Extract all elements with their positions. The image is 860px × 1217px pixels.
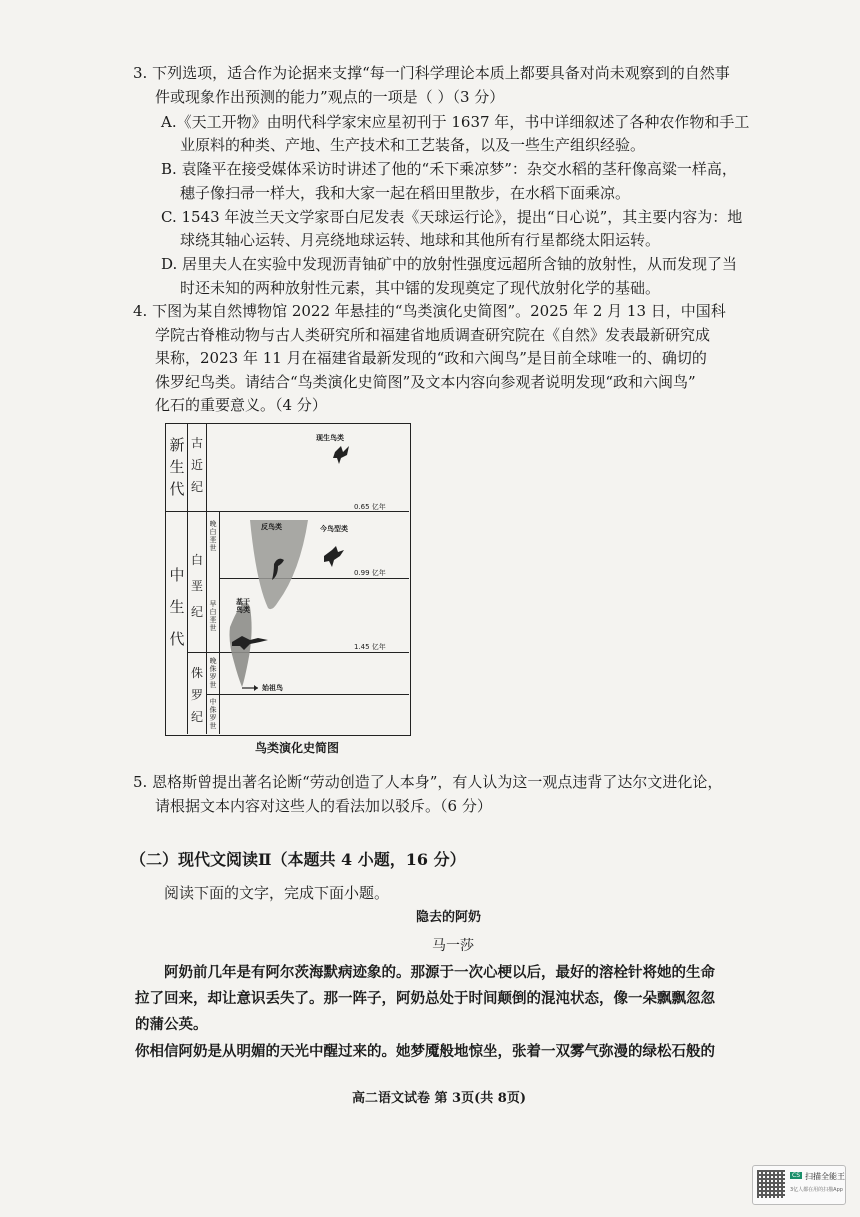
article-title: 隐去的阿奶 <box>416 910 482 925</box>
section-heading: （二）现代文阅读Ⅱ（本题共 4 小题，16 分） <box>130 850 466 869</box>
q3-option-a-line2: 业原料的种类、产地、生产技术和工艺装备，以及一些生产组织经验。 <box>180 136 646 154</box>
q4-line4: 侏罗纪鸟类。请结合“鸟类演化史简图”及文本内容向参观者说明发现“政和六闽鸟” <box>155 373 696 391</box>
q3-stem-line2: 件或现象作出预测的能力”观点的一项是（ ）（3 分） <box>155 88 505 106</box>
label-ornithurae: 今鸟型类 <box>320 525 348 533</box>
label-basal-birds: 基干鸟类 <box>236 598 250 614</box>
period-cretaceous: 白 垩 纪 <box>190 553 203 619</box>
modern-bird-icon <box>331 442 351 466</box>
paragraph1-line1: 阿奶前几年是有阿尔茨海默病迹象的。那源于一次心梗以后，最好的溶栓针将她的生命 <box>164 964 715 981</box>
epoch-middle-jurassic: 中 侏 罗 世 <box>209 698 217 730</box>
q5-line2: 请根据文本内容对这些人的看法加以驳斥。（6 分） <box>155 797 492 815</box>
qr-code-icon <box>757 1170 785 1198</box>
epoch-early-cretaceous: 早 白 垩 世 <box>209 600 217 632</box>
q3-option-c-line1: C. 1543 年波兰天文学家哥白尼发表《天球运行论》，提出“日心说”，其主要内容为：地 <box>161 208 743 226</box>
period-jurassic: 侏 罗 纪 <box>190 666 203 724</box>
epoch-late-jurassic: 晚 侏 罗 世 <box>209 657 217 689</box>
q4-line2: 学院古脊椎动物与古人类研究所和福建省地质调查研究院在《自然》发表最新研究成 <box>155 326 711 344</box>
era-mesozoic: 中 生 代 <box>169 566 185 648</box>
page-footer: 高二语文试卷 第 3页(共 8页) <box>352 1091 526 1106</box>
paragraph1-line2: 拉了回来，却让意识丢失了。那一阵子，阿奶总处于时间颠倒的混沌状态，像一朵飘飘忽忽 <box>135 990 715 1007</box>
bird-evolution-diagram <box>165 423 411 736</box>
label-modern-birds: 现生鸟类 <box>316 434 344 442</box>
q3-option-d-line2: 时还未知的两种放射性元素，其中镭的发现奠定了现代放射化学的基础。 <box>180 279 661 297</box>
scanner-watermark <box>752 1165 846 1205</box>
q3-option-b-line2: 穗子像扫帚一样大，我和大家一起在稻田里散步，在水稻下面乘凉。 <box>180 184 631 202</box>
lineage-shapes <box>220 512 408 734</box>
q4-line5: 化石的重要意义。（4 分） <box>155 396 327 414</box>
period-paleogene: 古 近 纪 <box>190 436 203 494</box>
time-1-45: 1.45 亿年 <box>354 643 386 651</box>
scanner-subtitle: 3亿人都在用的扫描App <box>790 1187 843 1193</box>
epoch-late-cretaceous: 晚 白 垩 世 <box>209 520 217 552</box>
label-archaeopteryx: 始祖鸟 <box>262 684 283 692</box>
label-enantiornithes: 反鸟类 <box>261 523 282 531</box>
scanner-name: 扫描全能王 <box>805 1172 845 1181</box>
diagram-caption: 鸟类演化史简图 <box>255 741 340 755</box>
q3-stem-line1: 3. 下列选项，适合作为论据来支撑“每一门科学理论本质上都要具备对尚未观察到的自然事 <box>133 64 730 82</box>
q3-option-b-line1: B. 袁隆平在接受媒体采访时讲述了他的“禾下乘凉梦”：杂交水稻的茎秆像高粱一样高， <box>161 160 737 178</box>
scanner-badge: CS <box>792 1172 800 1179</box>
article-author: 马一莎 <box>432 938 474 954</box>
q3-option-a-line1: A.《天工开物》由明代科学家宋应星初刊于 1637 年，书中详细叙述了各种农作物和手工 <box>161 113 750 131</box>
q3-option-d-line1: D. 居里夫人在实验中发现沥青铀矿中的放射性强度远超所含铀的放射性，从而发现了当 <box>161 255 738 273</box>
q4-line1: 4. 下图为某自然博物馆 2022 年悬挂的“鸟类演化史简图”。2025 年 2 月 13 日，中国科 <box>133 302 726 320</box>
paragraph1-line3: 的蒲公英。 <box>135 1016 208 1033</box>
time-0-65: 0.65 亿年 <box>354 503 386 511</box>
ornithurae-bird-silhouette <box>324 546 344 567</box>
paragraph2-line1: 你相信阿奶是从明媚的天光中醒过来的。她梦魇般地惊坐，张着一双雾气弥漫的绿松石般的 <box>135 1043 715 1060</box>
section-instruction: 阅读下面的文字，完成下面小题。 <box>164 884 390 902</box>
era-cenozoic: 新 生 代 <box>169 436 185 498</box>
q5-line1: 5. 恩格斯曾提出著名论断“劳动创造了人本身”，有人认为这一观点违背了达尔文进化论， <box>133 773 723 791</box>
time-0-99: 0.99 亿年 <box>354 569 386 577</box>
q3-option-c-line2: 球绕其轴心运转、月亮绕地球运转、地球和其他所有行星都绕太阳运转。 <box>180 231 661 249</box>
q4-line3: 果称，2023 年 11 月在福建省最新发现的“政和六闽鸟”是目前全球唯一的、确切的 <box>155 349 707 367</box>
